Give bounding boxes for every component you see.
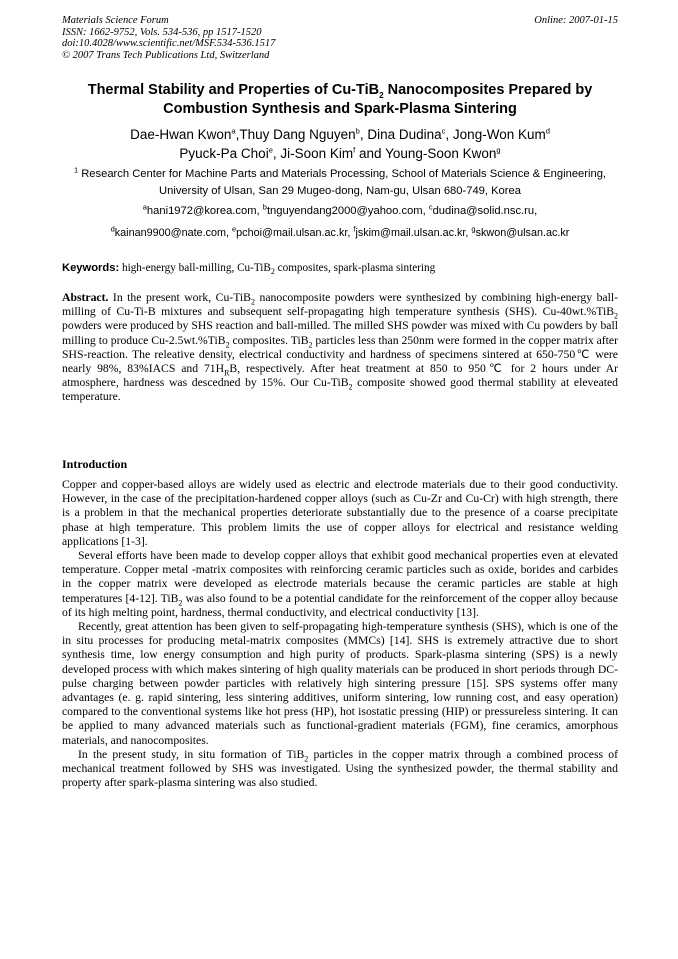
author-name: Young-Soon Kwon (385, 146, 497, 161)
author-name: Pyuck-Pa Choi (179, 146, 269, 161)
author-mark: a (231, 126, 236, 136)
introduction-body (62, 478, 618, 790)
email-mark: a (142, 202, 147, 212)
email-mark: b (262, 202, 267, 212)
abstract-text: composites. TiB (229, 333, 309, 347)
email-mark: e (232, 224, 237, 234)
email-address: tnguyendang2000@yahoo.com (266, 205, 423, 217)
paragraph (62, 748, 618, 791)
author-name: Ji-Soon Kim (280, 146, 354, 161)
email-mark: c (428, 202, 433, 212)
paragraph (62, 549, 618, 620)
abstract-text: powders were produced by SHS reaction and ball-milled. The milled SHS powder was mixed with Cu powders by ball milling to produce Cu-2.5wt.%TiB (62, 319, 618, 347)
author-name: Dae-Hwan Kwon (130, 127, 232, 142)
affiliation (62, 166, 618, 200)
paragraph-text: was also found to be a potential candidate for the reinforcement of the copper alloy because of its high melting point, hardness, thermal conductivity, and electrical conductivity [13]. (62, 591, 618, 619)
paragraph: Recently, great attention has been given to self-propagating high-temperature synthesis (SHS), which is one of the in situ processes for producing metal-matrix composites (MMCs) [14]. SHS is extremely attractive due to short synthesis time, low energy consumption and high purity of products. Spark-plasma sintering (SPS) is a newly developed process with which makes sintering of high quality materials can be produced in short periods through DC-pulse charging between powder particles with relatively high sintering pressure [15]. SPS systems offer many advantages (e. g. rapid sintering, less sintering additives, uniform sintering, low running cost, and easy operation) compared to the conventional systems like hot press (HP), hot isostatic pressing (HIP) or pressureless sintering. It can be applied to many advanced materials such as functional-gradient materials (FGM), fine ceramics, amorphous materials, and nanocomposites. (62, 620, 618, 747)
abstract-text: particles less than 250nm were formed in the copper matrix after SHS-reaction. The releative density, electrical conductivity and hardness of specimens sintered at 650-750℃ were nearly 98%, 83%IACS and 71H (62, 333, 618, 376)
author-name: Dina Dudina (367, 127, 442, 142)
abstract-text: B, respectively. After heat treatment at 850 to 950℃ for 2 hours under Ar atmosphere, hardness was descedned by 15%. Our Cu-TiB (62, 362, 618, 390)
author-line-1: Dae-Hwan Kwon$^a$,Thuy Dang Nguyen$^b$, Dina Dudina$^c$, Jong-Won Kum$^d$ (130, 126, 550, 142)
journal-header (62, 15, 618, 61)
subscript: 2 (304, 754, 309, 764)
affiliation-text: Research Center for Machine Parts and Materials Processing, School of Materials Science & Engineering, University of Ulsan, San 29 Mugeo-dong, Nam-gu, Ulsan 680-749, Korea (81, 168, 607, 197)
email-line-2: $^d$kainan9900@nate.com, $^e$pchoi@mail.ulsan.ac.kr, $^f$jskim@mail.ulsan.ac.kr, $^g$skwon@ulsan.ac.kr (110, 224, 570, 239)
paragraph-text: Several efforts have been made to develop copper alloys that exhibit good mechanical properties even at elevated temperature. Copper metal -matrix composites with reinforcing ceramic particles such as oxide, borides and carbides in the copper matrix were developed as electrode materials because the ceramic particles are stable at high temperatures [4-12]. TiB (62, 549, 618, 605)
abstract (62, 291, 618, 405)
title-subscript: 2 (379, 90, 384, 100)
journal-name: Materials Science Forum (62, 15, 169, 26)
email-address: hani1972@korea.com (146, 205, 257, 217)
author-name: Thuy Dang Nguyen (239, 127, 356, 142)
author-list (62, 125, 618, 163)
email-address: skwon@ulsan.ac.kr (475, 227, 570, 239)
author-mark: b (355, 126, 360, 136)
abstract-text: composite showed good thermal stability at eleveated temperature. (62, 376, 618, 404)
subscript: 2 (250, 297, 255, 307)
abstract-text: nanocomposite powders were synthesized by combining high-energy ball-milling of Cu-Ti-B mixtures and subsequent self-propagating high temperature synthesis (SHS). Cu-40wt.%TiB (62, 291, 618, 319)
abstract-text: In the present work, Cu-TiB (108, 291, 251, 304)
subscript: 2 (614, 311, 618, 321)
keywords-label: Keywords: (62, 262, 120, 274)
affiliation-mark: 1 (73, 165, 79, 175)
keywords-text-end: composites, spark-plasma sintering (274, 262, 436, 274)
author-mark: e (268, 145, 273, 155)
paragraph-text: particles in the copper matrix through a combined process of mechanical treatment followed by SHS was investigated. Using the synthesized powder, the thermal stability and property after spark-plasma sintering was also studied. (62, 747, 618, 790)
subscript: 2 (308, 339, 313, 349)
paragraph: Copper and copper-based alloys are widely used as electric and electrode materials due to their good conductivity. However, in the case of the precipitation-hardened copper alloys (such as Cu-Zr and Cu-Cr) with high strength, there is a problem in that the mechanical properties deteriorate substantially due to the presence of a coarse precipitate phase at high temperature. This problem limits the use of copper alloys for electrical and resistance welding applications [1-3]. (62, 478, 618, 548)
keywords-text: high-energy ball-milling, Cu-TiB (119, 262, 271, 274)
subscript: 2 (178, 597, 183, 607)
author-name: Jong-Won Kum (452, 127, 546, 142)
subscript: R (224, 368, 230, 378)
email-mark: f (353, 224, 356, 234)
subscript: 2 (225, 339, 230, 349)
paragraph-text: In the present study, in situ formation of TiB (78, 747, 305, 761)
author-line-2: Pyuck-Pa Choi$^e$, Ji-Soon Kim$^f$ and Young-Soon Kwon$^g$ (179, 145, 501, 161)
abstract-label: Abstract. (62, 291, 109, 304)
issn-line: ISSN: 1662-9752, Vols. 534-536, pp 1517-1520 (62, 26, 262, 38)
subscript: 2 (348, 382, 353, 392)
email-address: dudina@solid.nsc.ru (432, 205, 535, 217)
keywords (62, 261, 618, 275)
title-part2: Nanocomposites Prepared by Combustion Synthesis and Spark-Plasma Sintering (163, 82, 593, 117)
email-mark: g (471, 224, 476, 234)
email-address: pchoi@mail.ulsan.ac.kr (236, 227, 348, 239)
author-mark: d (545, 126, 550, 136)
paper-title (62, 81, 618, 118)
author-mark: g (496, 145, 501, 155)
title-part1: Thermal Stability and Properties of Cu-TiB (87, 82, 380, 98)
copyright-line: © 2007 Trans Tech Publications Ltd, Switzerland (62, 49, 270, 61)
email-mark: d (110, 224, 115, 234)
online-date: Online: 2007-01-15 (534, 15, 618, 26)
section-heading-introduction: Introduction (62, 457, 128, 471)
email-address: jskim@mail.ulsan.ac.kr (355, 227, 466, 239)
keywords-subscript: 2 (270, 267, 275, 277)
doi-line: doi:10.4028/www.scientific.net/MSF.534-536.1517 (62, 38, 276, 49)
author-mark: f (353, 145, 356, 155)
email-address: kainan9900@nate.com (114, 227, 226, 239)
email-line-1: $^a$hani1972@korea.com, $^b$tnguyendang2000@yahoo.com, $^c$dudina@solid.nsc.ru, (142, 202, 538, 217)
author-mark: c (441, 126, 446, 136)
